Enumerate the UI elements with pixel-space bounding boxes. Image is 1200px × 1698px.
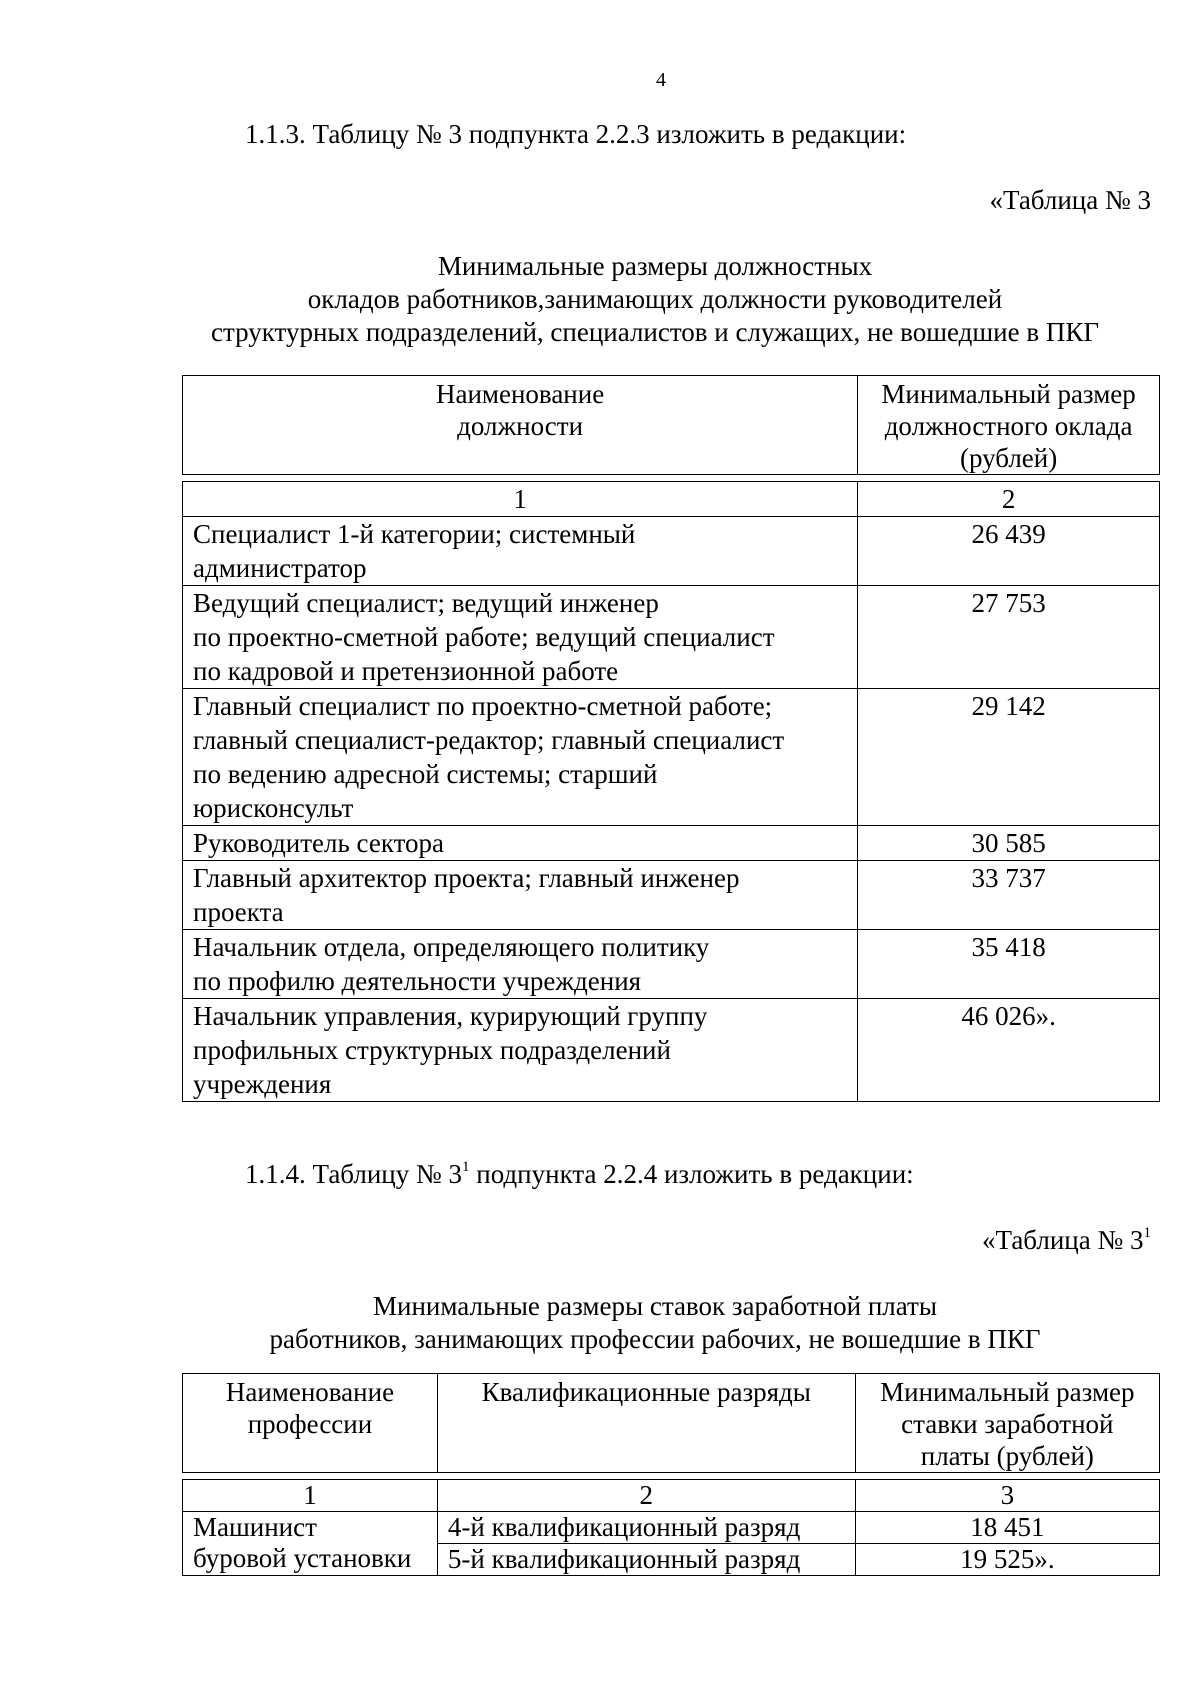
table-row	[183, 689, 1160, 826]
position-name-cell	[183, 826, 858, 861]
table-header-row	[183, 1374, 1160, 1473]
cell-line: по проектно-сметной работе; ведущий специалист	[193, 622, 775, 652]
header-min-salary	[858, 376, 1160, 475]
column-number-row	[183, 482, 1160, 517]
superscript: 1	[462, 1159, 470, 1175]
header-line: Минимальный размер	[881, 379, 1136, 409]
column-number: 3	[855, 1480, 1159, 1512]
table-gap	[183, 475, 1160, 482]
cell-line: Руководитель сектора	[193, 828, 445, 858]
position-name-cell	[183, 861, 858, 930]
table-row	[183, 586, 1160, 689]
heading-text: 1.1.4. Таблицу № 3	[245, 1159, 463, 1189]
table-3-title-line: структурных подразделений, специалистов и служащих, не вошедшие в ПКГ	[211, 317, 1099, 347]
header-min-wage	[855, 1374, 1159, 1473]
cell-line: Начальник управления, курирующий группу	[193, 1001, 708, 1031]
superscript: 1	[1143, 1225, 1151, 1241]
table-3-title-line: Минимальные размеры должностных	[437, 251, 873, 281]
cell-line: главный специалист-редактор; главный специалист	[193, 725, 785, 755]
cell-line: учреждения	[193, 1069, 332, 1099]
salary-cell: 29 142	[858, 689, 1160, 826]
header-line: Минимальный размер	[880, 1377, 1135, 1407]
header-line: должностного оклада	[884, 411, 1133, 441]
cell-line: юрисконсульт	[193, 793, 354, 823]
column-number: 1	[183, 1480, 438, 1512]
column-number-row	[183, 1480, 1160, 1512]
table-row	[183, 930, 1160, 999]
salary-cell: 30 585	[858, 826, 1160, 861]
table-3-1-title-line: Минимальные размеры ставок заработной платы	[373, 1291, 937, 1321]
wage-cell: 19 525».	[855, 1544, 1159, 1576]
header-position-name	[183, 376, 858, 475]
cell-line: администратор	[193, 553, 367, 583]
section-2-heading	[245, 1158, 914, 1191]
position-name-cell	[183, 689, 858, 826]
grade-cell: 5-й квалификационный разряд	[437, 1544, 855, 1576]
salary-cell: 46 026».	[858, 999, 1160, 1102]
table-row	[183, 999, 1160, 1102]
table-row	[183, 517, 1160, 586]
salary-cell: 26 439	[858, 517, 1160, 586]
table-3-title-line: окладов работников,занимающих должности руководителей	[307, 284, 1003, 314]
section-1-heading: 1.1.3. Таблицу № 3 подпункта 2.2.3 изложить в редакции:	[245, 119, 907, 149]
table-3-1-caption	[982, 1224, 1151, 1257]
cell-line: Главный архитектор проекта; главный инженер	[193, 863, 740, 893]
header-profession	[183, 1374, 438, 1473]
cell-line: Главный специалист по проектно-сметной работе;	[193, 691, 773, 721]
cell-line: по профилю деятельности учреждения	[193, 966, 642, 996]
caption-text: «Таблица № 3	[982, 1225, 1144, 1255]
header-line: профессии	[247, 1409, 373, 1439]
wage-cell: 18 451	[855, 1512, 1159, 1544]
header-line: платы (рублей)	[920, 1441, 1094, 1471]
table-row	[183, 826, 1160, 861]
page-number: 4	[656, 69, 666, 91]
cell-line: по ведению адресной системы; старший	[193, 759, 658, 789]
cell-line: Ведущий специалист; ведущий инженер	[193, 588, 659, 618]
position-name-cell	[183, 999, 858, 1102]
cell-line: по кадровой и претензионной работе	[193, 656, 619, 686]
table-3	[182, 375, 1160, 1102]
table-3-caption: «Таблица № 3	[989, 185, 1151, 215]
header-line: Квалификационные разряды	[481, 1377, 811, 1407]
heading-text: подпункта 2.2.4 изложить в редакции:	[469, 1159, 914, 1189]
header-grades	[437, 1374, 855, 1473]
salary-cell: 27 753	[858, 586, 1160, 689]
position-name-cell	[183, 586, 858, 689]
cell-line: буровой установки	[193, 1543, 412, 1573]
header-line: должности	[457, 411, 584, 441]
header-line: (рублей)	[959, 443, 1058, 473]
salary-cell: 35 418	[858, 930, 1160, 999]
table-row	[183, 1512, 1160, 1544]
header-line: Наименование	[435, 379, 605, 409]
header-line: Наименование	[225, 1377, 395, 1407]
table-3-1-title	[160, 1290, 1150, 1356]
table-3-1-title-line: работников, занимающих профессии рабочих, не вошедшие в ПКГ	[269, 1324, 1041, 1354]
table-header-row	[183, 376, 1160, 475]
grade-cell: 4-й квалификационный разряд	[437, 1512, 855, 1544]
cell-line: проекта	[193, 897, 284, 927]
column-number: 2	[858, 482, 1160, 517]
column-number: 2	[437, 1480, 855, 1512]
table-gap	[183, 1473, 1160, 1480]
salary-cell: 33 737	[858, 861, 1160, 930]
cell-line: Машинист	[193, 1512, 317, 1542]
cell-line: Начальник отдела, определяющего политику	[193, 932, 710, 962]
cell-line: Специалист 1-й категории; системный	[193, 519, 636, 549]
table-3-title	[160, 250, 1150, 349]
position-name-cell	[183, 517, 858, 586]
column-number: 1	[183, 482, 858, 517]
table-row	[183, 861, 1160, 930]
profession-cell	[183, 1512, 438, 1576]
header-line: ставки заработной	[901, 1409, 1114, 1439]
cell-line: профильных структурных подразделений	[193, 1035, 671, 1065]
table-3-1	[182, 1373, 1160, 1576]
position-name-cell	[183, 930, 858, 999]
